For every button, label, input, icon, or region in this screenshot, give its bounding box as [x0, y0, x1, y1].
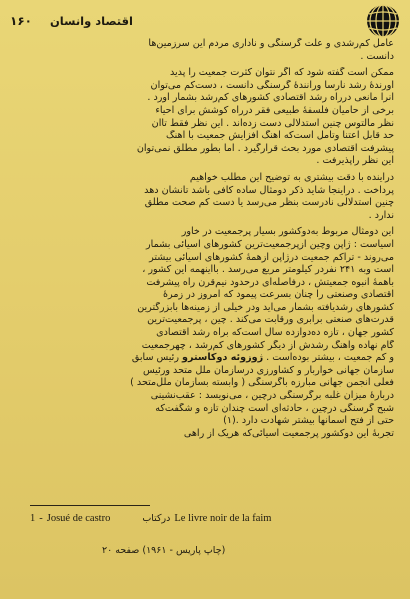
footnote-book-label: درکتاب	[142, 513, 171, 524]
text-line: آورندۀ رشد نارسا ورانندۀ گرسنگی دانست ، دست‌کم می‌توان	[150, 79, 394, 91]
footnote	[30, 512, 390, 558]
text-line: حد قابل اعتنا وتأمل است‌که آهنگ افزایش جمعیت با آهنگ	[166, 130, 394, 142]
paragraph-3	[16, 172, 394, 222]
text-line: شبح گرسنگی درچین ، حادثه‌ای است چندان تازه و شگفت‌که	[155, 402, 394, 414]
text-line: ممکن است گفته شود که اگر نتوان کثرت جمعیت را پدید	[169, 67, 394, 79]
text-line-with-name: و کم جمعیت ، بیشتر بوده‌است . ژوزوئه دوکاسترو رئیس سابق	[131, 352, 394, 364]
footnote-divider	[30, 505, 150, 506]
text-line: حتی از فتح آسمانها بیشتر شهادت دارد .(۱)	[223, 415, 394, 427]
text-line: کشور جهان ، تازه ده‌دوازده سال است‌که براه رشد اقتصادی	[156, 327, 394, 339]
text-line: پرداخت . دراینجا شاید ذکر دومثال ساده کافی باشد تانشان دهد	[144, 184, 394, 196]
text-line: است وبه ۲۴۱ نفردر کیلومتر مربع می‌رسد . بااینهمه این کشور ،	[142, 264, 394, 276]
text-line: این دومثال مربوط به‌دوکشور بسیار پرجمعیت در خاور	[181, 226, 394, 238]
text-line: دانست .	[360, 50, 394, 62]
text-line: آنرا مانعی درراه رشد اقتصادی کشورهای کم‌رشد بشمار آورد .	[147, 92, 394, 104]
text-line: نظر مالتوس چنین استدلالی دست زده‌اند . این نظر فقط تاآن	[151, 117, 394, 129]
page-number: ۱۶۰	[10, 14, 32, 28]
text-line: برخی از حامیان فلسفۀ طبیعی فقر درراه کوشش برای احیاء	[155, 104, 394, 116]
footnote-citation: 1 - Josué de castro درکتاب Le livre noir de la faim	[30, 513, 272, 524]
paragraph-4	[16, 226, 394, 440]
text-line: عامل کم‌رشدی و علت گرسنگی و ناداری مردم این سرزمین‌ها	[148, 38, 394, 49]
paragraph-2	[16, 67, 394, 168]
text-line: آسیاست : ژاپن وچین ازپرجمعیت‌ترین کشورهای آسیائی بشمار	[146, 238, 394, 250]
footnote-author: Josué de castro	[46, 513, 111, 524]
text-line: گام نهاده وآهنگ رشدش از دیگر کشورهای کم‌رشد ، چهرجمعیت	[141, 339, 394, 351]
text-line: سازمان جهانی خواربار و کشاورزی درسازمان ملل متحد ورئیس	[142, 364, 394, 376]
text-line: اقتصادی وصنعتی را چنان بسرعت پیمود که امروز در زمرۀ	[163, 289, 394, 301]
running-title: اقتصاد وانسان	[49, 14, 133, 28]
footnote-book-title: Le livre noir de la faim	[174, 513, 272, 524]
author-name: ژوزوئه دوکاسترو	[182, 352, 264, 364]
text-line: می‌روند - تراکم جمعیت درژاپن ازهمۀ کشورهای آسیائی بیشتر	[149, 251, 394, 263]
footnote-number: 1	[30, 513, 36, 524]
text-line: قدرت‌های صنعتی برابری ورقابت می‌کند . چین ، پرجمعیت‌ترین	[147, 314, 394, 326]
text-line: باهمۀ انبوه جمعیتش ، درفاصله‌ای درحدود نیم‌قرن راه پیشرفت	[146, 276, 394, 288]
body-text	[16, 38, 394, 444]
footnote-edition: (چاپ پاریس - ۱۹۶۱) صفحه ۲۰	[102, 545, 226, 556]
text-line: دربارۀ میزان غلبه برگرسنگی درچین ، می‌نویسد : عقب‌نشینی	[150, 390, 394, 402]
text-line: فعلی انجمن جهانی مبارزه باگرسنگی ( وابسته بسازمان ملل‌متحد )	[130, 377, 394, 389]
page-header	[10, 4, 400, 38]
text-line: کشورهای رشدیافته بشمار می‌آید ودر خیلی از زمینه‌ها بابزرگترین	[137, 301, 394, 313]
paragraph-1	[16, 38, 394, 63]
globe-icon	[366, 4, 400, 38]
text-line: چنین استدلالی نادرست بنظر می‌رسد یا دست کم صحت مطلق	[144, 197, 394, 209]
text-line: تجربۀ این دوکشور پرجمعیت آسیائی‌که هریک از راهی	[183, 427, 394, 439]
text-line: این نظر راپذیرفت .	[316, 155, 394, 167]
text-line: ندارد .	[368, 209, 394, 221]
text-line: درآینده با دقت بیشتری به توضیح این مطلب خواهیم	[189, 171, 394, 183]
text-line: پیشرفت اقتصادی مورد بحث قرارگیرد . اما بطور مطلق نمی‌توان	[136, 142, 394, 154]
